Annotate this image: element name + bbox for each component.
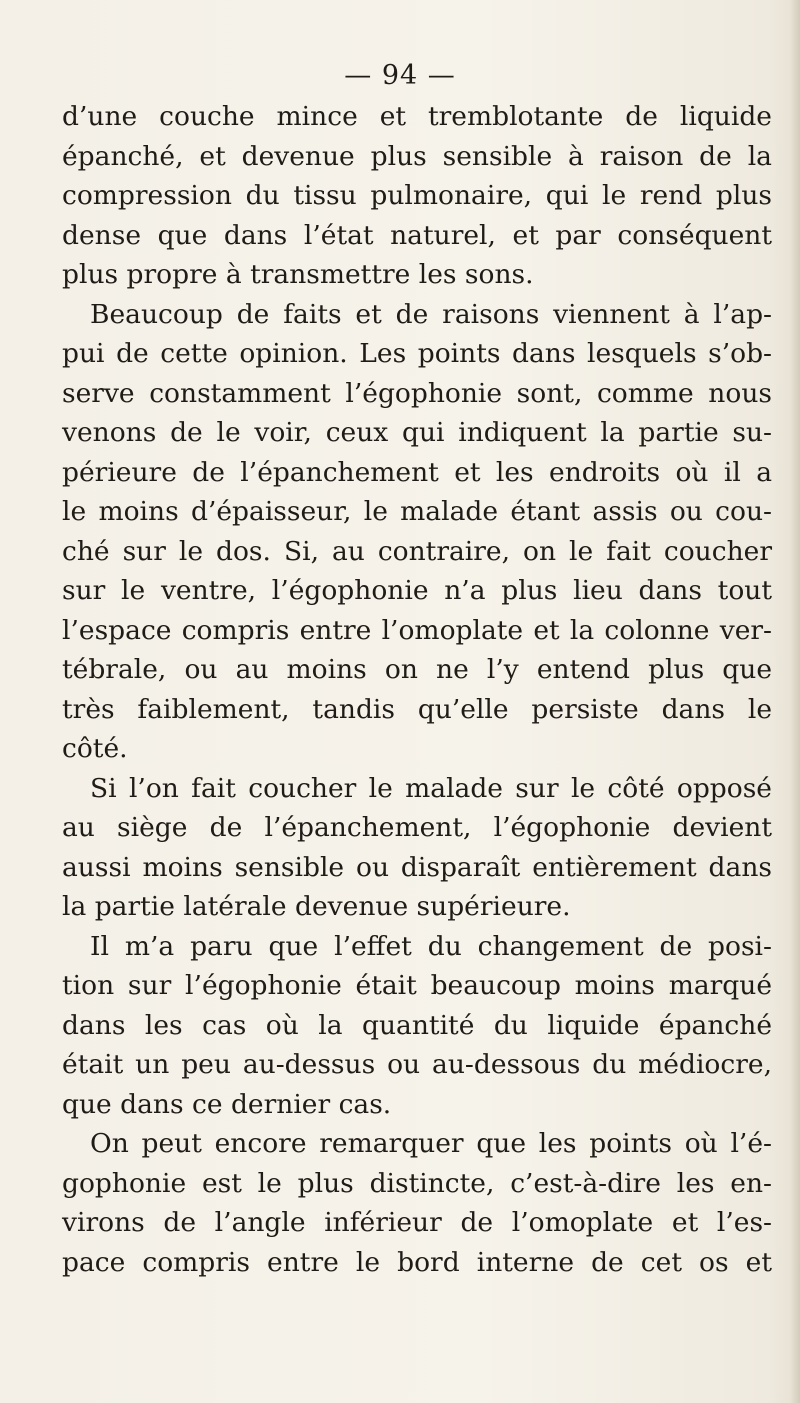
text-line: l’espace compris entre l’omoplate et la colonne ver- <box>62 614 772 646</box>
page-edge-shadow <box>790 0 800 1403</box>
text-line: tébrale, ou au moins on ne l’y entend plus que <box>62 654 772 685</box>
text-line: dans les cas où la quantité du liquide épanché <box>62 1009 772 1041</box>
text-line: côté. <box>62 733 128 764</box>
text-line: On peut encore remarquer que les points où l’é- <box>90 1128 772 1159</box>
text-line: au siège de l’épanchement, l’égophonie devient <box>62 812 772 843</box>
text-line: que dans ce dernier cas. <box>62 1088 392 1120</box>
text-line: sur le ventre, l’égophonie n’a plus lieu dans tout <box>62 575 772 606</box>
text-line: plus propre à transmettre les sons. <box>62 259 534 290</box>
text-line: compression du tissu pulmonaire, qui le rend plus <box>62 180 772 211</box>
text-line: aussi moins sensible ou disparaît entièrement dans <box>62 851 772 883</box>
text-line: épanché, et devenue plus sensible à raison de la <box>62 140 772 172</box>
text-line: serve constamment l’égophonie sont, comme nous <box>62 377 772 409</box>
text-line: Il m’a paru que l’effet du changement de posi- <box>90 930 772 962</box>
text-line: d’une couche mince et tremblotante de liquide <box>62 101 772 132</box>
text-line: très faiblement, tandis qu’elle persiste dans le <box>62 693 772 725</box>
body-text <box>62 97 772 1282</box>
text-line: ché sur le dos. Si, au contraire, on le fait coucher <box>62 535 772 567</box>
text-line: pui de cette opinion. Les points dans lesquels s’ob- <box>62 338 772 369</box>
text-line: pace compris entre le bord interne de cet os et <box>62 1246 772 1278</box>
page-number: — 94 — <box>344 60 456 91</box>
text-line: le moins d’épaisseur, le malade étant assis ou cou- <box>62 496 772 527</box>
text-line: dense que dans l’état naturel, et par conséquent <box>62 219 772 251</box>
text-line: virons de l’angle inférieur de l’omoplate et l’es- <box>62 1207 772 1238</box>
text-line: Si l’on fait coucher le malade sur le côté opposé <box>90 772 772 804</box>
text-line: Beaucoup de faits et de raisons viennent à l’ap- <box>90 298 772 330</box>
text-line: était un peu au-dessus ou au-dessous du médiocre, <box>62 1049 772 1080</box>
text-line: la partie latérale devenue supérieure. <box>62 891 571 922</box>
text-line: tion sur l’égophonie était beaucoup moins marqué <box>62 970 772 1001</box>
text-line: périeure de l’épanchement et les endroits où il a <box>62 456 772 488</box>
text-line: venons de le voir, ceux qui indiquent la partie su- <box>62 417 772 448</box>
text-line: gophonie est le plus distincte, c’est-à-dire les en- <box>62 1167 772 1199</box>
